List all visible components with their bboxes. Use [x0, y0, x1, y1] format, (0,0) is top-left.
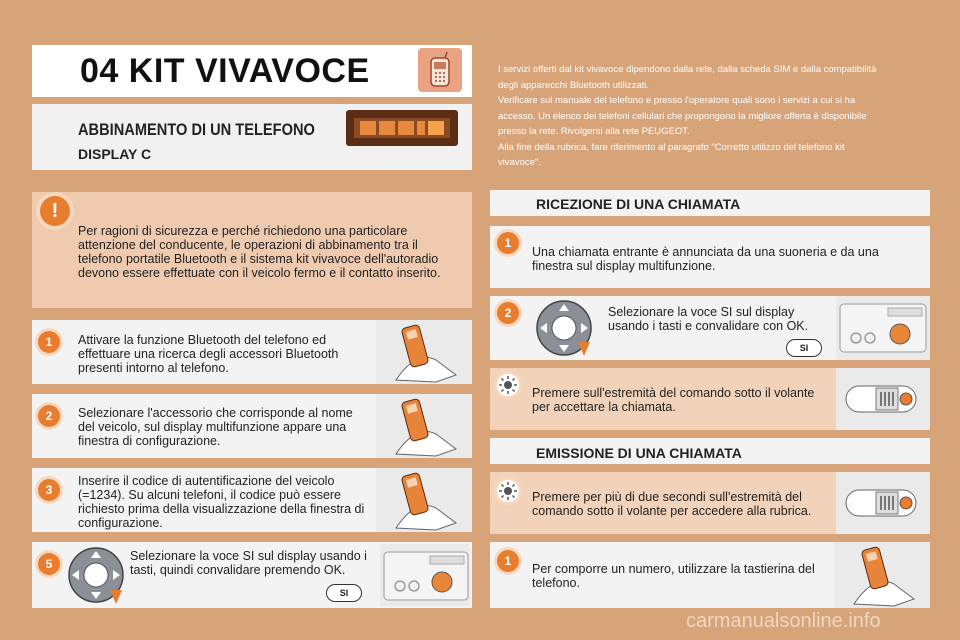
step-number-badge: 1 [497, 550, 519, 572]
si-button-icon: SI [326, 584, 362, 602]
intro-paragraph: Verificare sul manuale del telefono e presso l'operatore quali sono i servizi a cui si ha accesso. Un elenco dei telefoni cellulari che propongono la migliore offerta è disponibile presso la rete. Rivolgersi alla rete PEUGEOT. [498, 95, 867, 137]
receiving-title: RICEZIONE DI UNA CHIAMATA [536, 196, 741, 212]
navigation-pad-icon [534, 298, 594, 358]
step-number-badge: 5 [38, 553, 60, 575]
section-subtitle: ABBINAMENTO DI UN TELEFONO [78, 120, 315, 139]
sun-press-icon [497, 480, 519, 502]
warning-icon: ! [40, 196, 70, 226]
intro-paragraph: Alla fine della rubrica, fare riferimento al paragrafo "Corretto utilizzo del telefono kit vivavoce". [498, 141, 845, 168]
hand-phone-icon [376, 468, 472, 532]
step-number-badge: 1 [38, 331, 60, 353]
steering-stalk-icon [836, 472, 930, 534]
radio-unit-icon [380, 544, 470, 606]
pairing-step-text: Attivare la funzione Bluetooth del telefono ed effettuare una ricerca degli accessori Bluetooth presenti intorno al telefono. [78, 333, 339, 375]
making-step-text: Premere per più di due secondi sull'estremità del comando sotto il volante per accedere alla rubrica. [532, 490, 812, 518]
navigation-pad-icon [66, 544, 126, 606]
making-step-text: Per comporre un numero, utilizzare la tastierina del telefono. [532, 562, 815, 590]
receiving-step-text: Selezionare la voce SI sul display usando i tasti e convalidare con OK. [608, 305, 809, 333]
page-title: 04 KIT VIVAVOCE [80, 52, 370, 90]
receiving-step-text: Premere sull'estremità del comando sotto il volante per accettare la chiamata. [532, 386, 815, 414]
hand-phone-icon [376, 320, 472, 384]
mobile-phone-icon [418, 48, 462, 92]
intro-text [498, 62, 878, 171]
pairing-step-text: Selezionare la voce SI sul display usando i tasti, quindi convalidare premendo OK. [130, 549, 367, 577]
step-number-badge: 1 [497, 232, 519, 254]
making-title: EMISSIONE DI UNA CHIAMATA [536, 445, 742, 461]
hand-phone-icon [834, 542, 930, 608]
radio-unit-icon [836, 296, 930, 360]
warning-text: Per ragioni di sicurezza e perché richiedono una particolare attenzione del conducente, le operazioni di abbinamento tra il telefono portatile Bluetooth e il sistema kit vivavoce dell'autoradio devono essere effettuate con il veicolo fermo e il contatto inserito. [78, 224, 441, 280]
receiving-step-text: Una chiamata entrante è annunciata da una suoneria e da una finestra sul display multifunzione. [532, 245, 879, 273]
hand-phone-icon [376, 394, 472, 458]
pairing-step-text: Selezionare l'accessorio che corrisponde al nome del veicolo, sul display multifunzione appare una finestra di configurazione. [78, 406, 353, 448]
watermark: carmanualsonline.info [686, 610, 881, 632]
display-label: DISPLAY C [78, 146, 152, 162]
step-number-badge: 2 [497, 302, 519, 324]
steering-stalk-icon [836, 368, 930, 430]
sun-press-icon [497, 374, 519, 396]
step-number-badge: 2 [38, 405, 60, 427]
intro-paragraph: I servizi offerti dal kit vivavoce dipendono dalla rete, dalla scheda SIM e dalla compatibilità degli apparecchi Bluetooth utilizzati. [498, 64, 877, 91]
step-number-badge: 3 [38, 479, 60, 501]
display-c-icon [346, 110, 458, 146]
si-button-icon: SI [786, 339, 822, 357]
pairing-step-text: Inserire il codice di autentificazione del veicolo (=1234). Su alcuni telefoni, il codice può essere richiesto prima della visualizzazione della finestra di configurazione. [78, 474, 365, 530]
